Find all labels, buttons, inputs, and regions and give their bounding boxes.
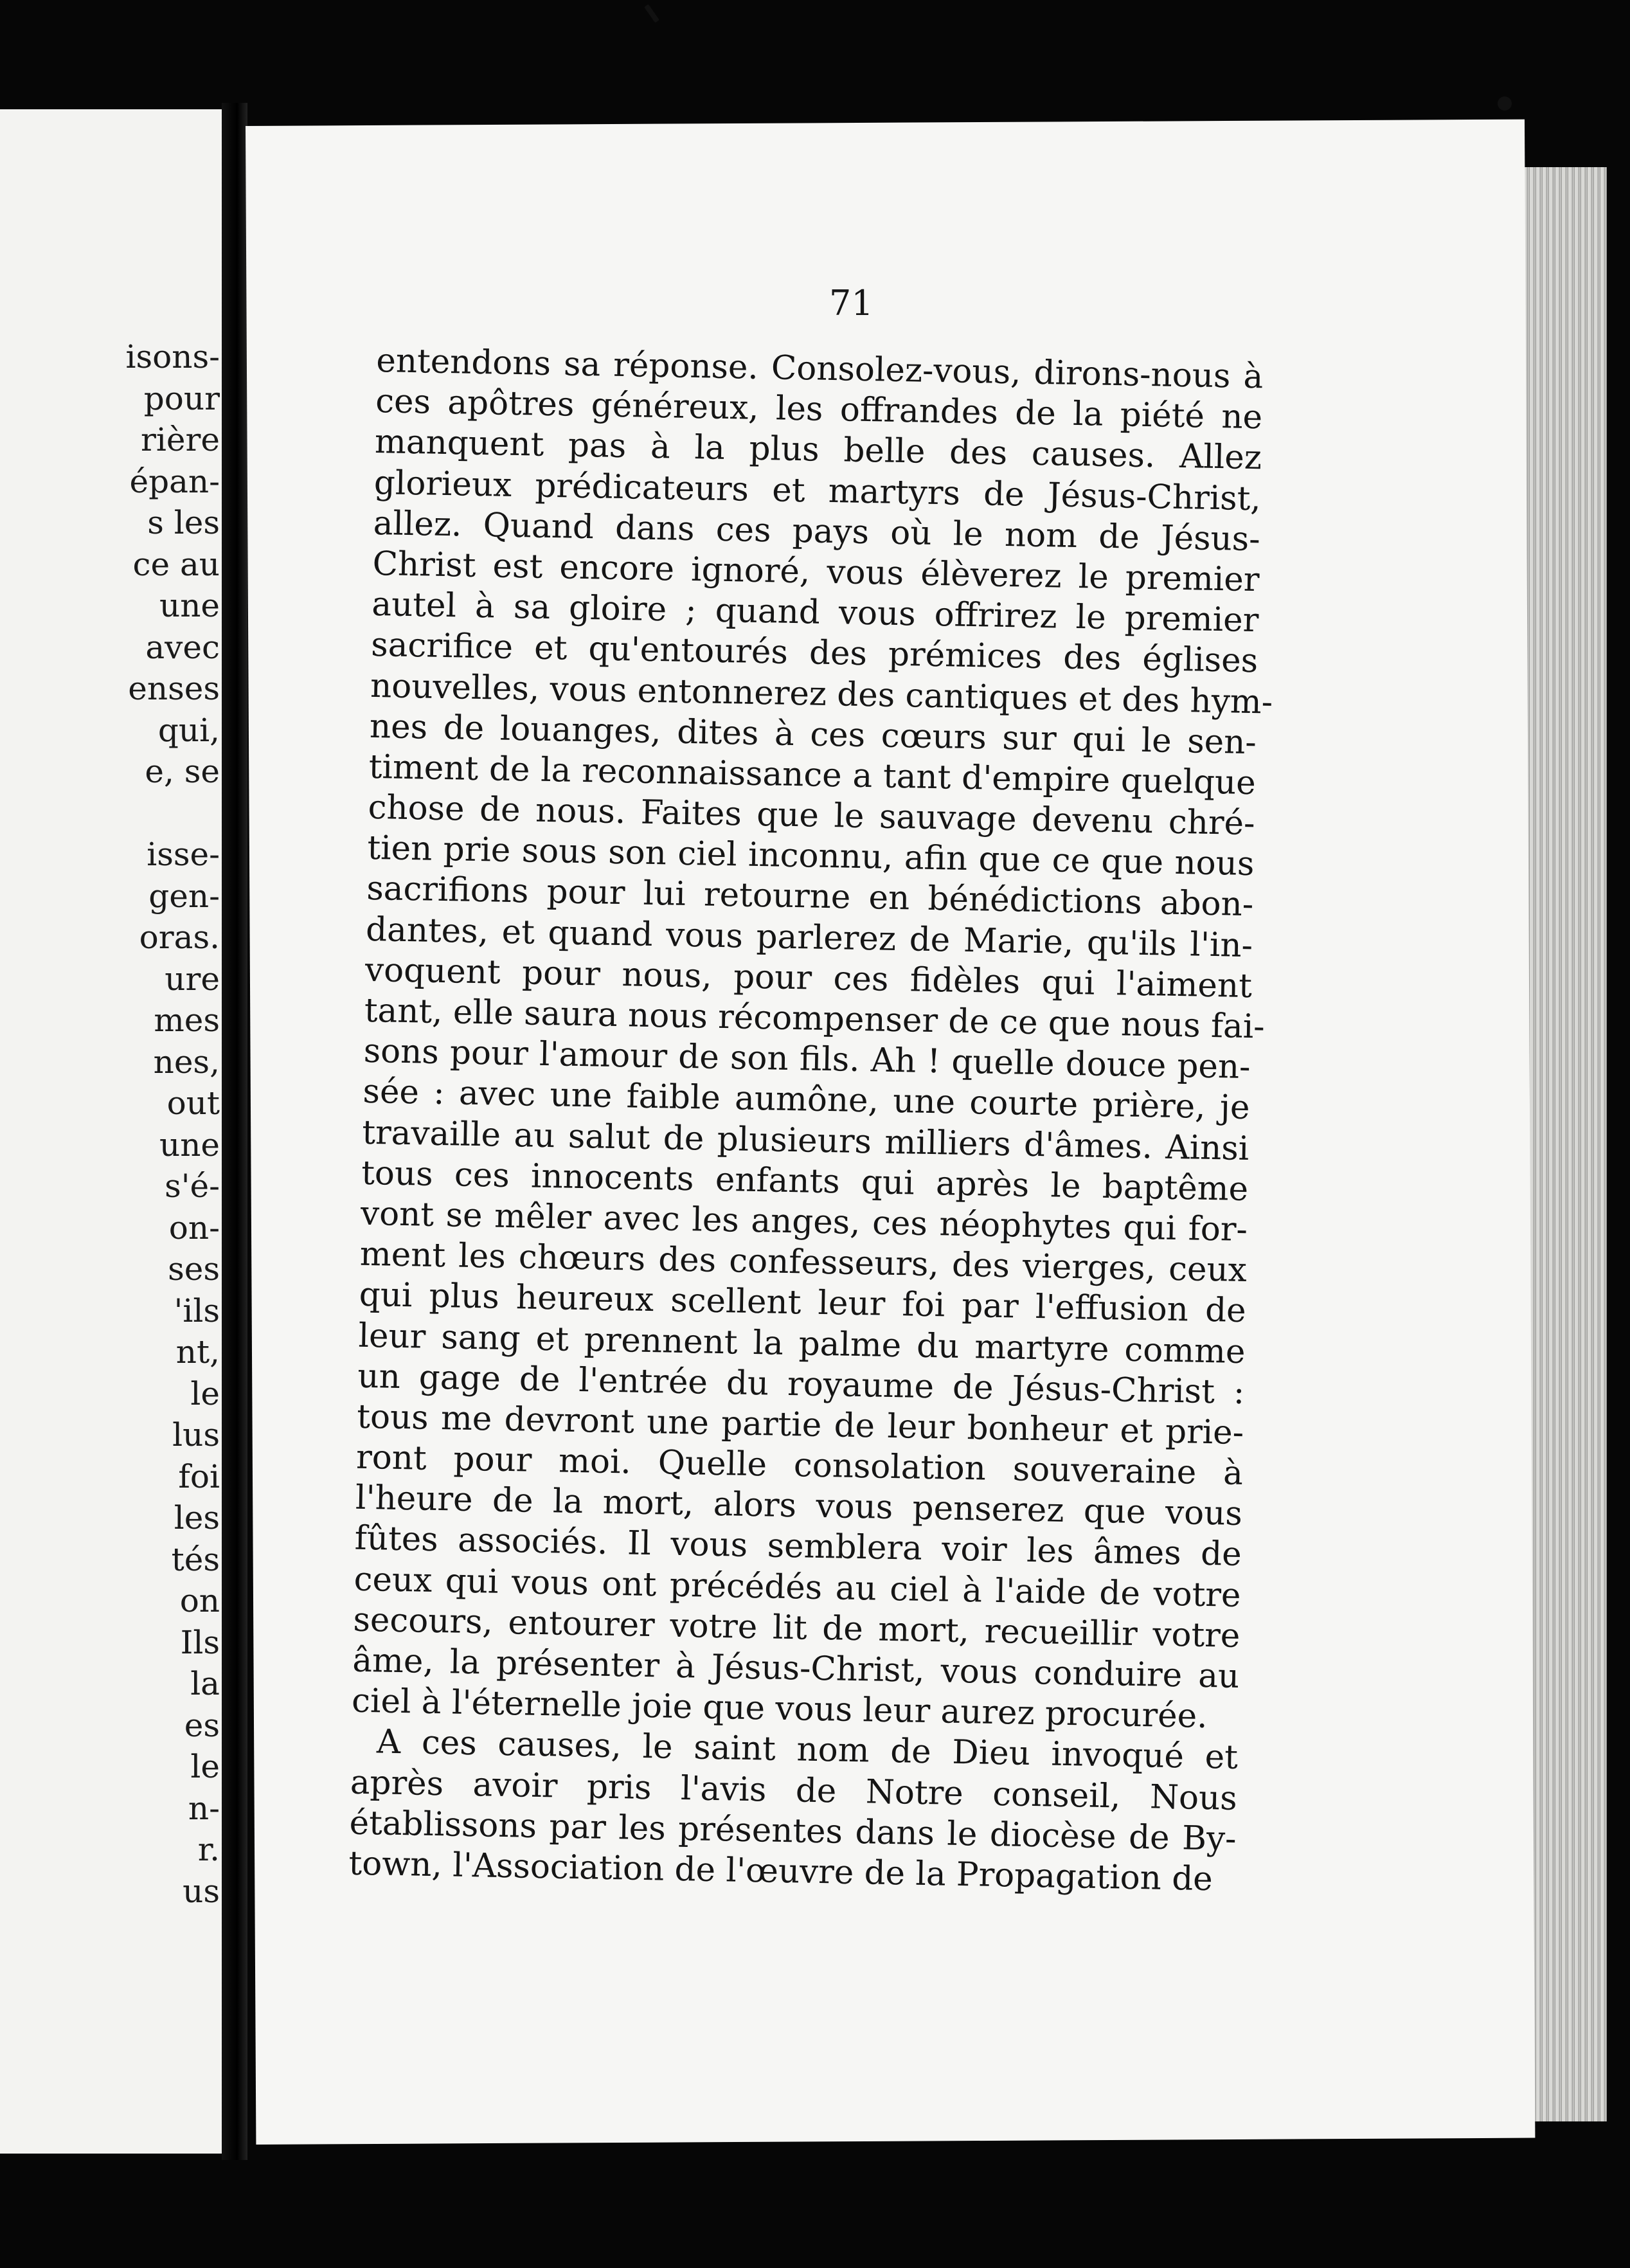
- left-page-fragment: ses: [168, 1250, 220, 1288]
- left-page-fragment: une: [159, 1126, 220, 1164]
- text-line: ciel à l'éternelle joie que vous leur aurez procurée.: [351, 1681, 1208, 1736]
- book-gutter: [222, 103, 247, 2160]
- left-page-fragment: s'é-: [165, 1167, 220, 1205]
- left-page-fragment: r.: [197, 1831, 220, 1868]
- text-line: entendons sa réponse. Consolez-vous, dirons-nous à: [375, 341, 1264, 397]
- body-text: [348, 341, 1273, 1900]
- left-page-fragment: qui,: [157, 711, 220, 749]
- left-page-fragment: épan-: [129, 462, 220, 500]
- text-line: ces apôtres généreux, les offrandes de la piété ne: [375, 382, 1263, 437]
- text-line: sacrifions pour lui retourne en bénédictions abon-: [366, 869, 1254, 924]
- text-line: ceux qui vous ont précédés au ciel à l'aide de votre: [354, 1560, 1242, 1615]
- left-page-fragment: nes,: [153, 1043, 220, 1081]
- text-line: dantes, et quand vous parlerez de Marie, qu'ils l'in-: [365, 910, 1253, 965]
- text-line: A ces causes, le saint nom de Dieu invoqué et: [376, 1722, 1239, 1778]
- left-page-fragment: isse-: [147, 836, 220, 873]
- text-line: après avoir pris l'avis de Notre conseil, Nous: [350, 1763, 1238, 1818]
- left-page-fragment: oras.: [139, 919, 220, 956]
- text-line: tous ces innocents enfants qui après le baptême: [361, 1153, 1249, 1209]
- left-page-fragment: une: [159, 587, 220, 624]
- text-line: fûtes associés. Il vous semblera voir les âmes de: [354, 1519, 1242, 1574]
- text-line: timent de la reconnaissance a tant d'empire quelque: [368, 747, 1257, 803]
- text-line: tant, elle saura nous récompenser de ce que nous fai-: [364, 991, 1266, 1047]
- left-page-fragment: les: [174, 1499, 220, 1536]
- left-page-fragment: s les: [147, 504, 220, 541]
- text-line: chose de nous. Faites que le sauvage devenu chré-: [368, 788, 1256, 843]
- left-page-fragment: Ils: [180, 1623, 220, 1661]
- left-page-fragment: gen-: [148, 877, 220, 915]
- left-page-fragment: avec: [145, 628, 220, 666]
- left-page-fragment: la: [190, 1665, 220, 1702]
- left-page-fragment: tés: [171, 1540, 220, 1578]
- dust-speck: [644, 4, 659, 22]
- left-page-fragment: le: [190, 1748, 220, 1785]
- text-line: ront pour moi. Quelle consolation souveraine à: [355, 1437, 1244, 1493]
- text-line: tous me devront une partie de leur bonheur et prie-: [356, 1397, 1244, 1452]
- text-line: âme, la présenter à Jésus-Christ, vous conduire au: [352, 1641, 1240, 1696]
- dust-speck: [1498, 96, 1512, 111]
- left-page-fragment: le: [190, 1374, 220, 1412]
- text-line: tien prie sous son ciel inconnu, afin que ce que nous: [366, 829, 1255, 884]
- text-line: secours, entourer votre lit de mort, recueillir votre: [352, 1600, 1240, 1655]
- page-number: 71: [829, 283, 873, 323]
- text-line: Christ est encore ignoré, vous élèverez le premier: [372, 544, 1260, 600]
- left-page-fragment: nt,: [175, 1333, 220, 1371]
- left-page-fragment: enses: [128, 670, 220, 707]
- left-page-fragment: pour: [143, 379, 220, 417]
- text-line: l'heure de la mort, alors vous penserez que vous: [355, 1478, 1243, 1534]
- text-line: nes de louanges, dites à ces cœurs sur qui le sen-: [369, 706, 1257, 762]
- text-line: town, l'Association de l'œuvre de la Propagation de: [348, 1844, 1214, 1899]
- left-page-fragment: mes: [154, 1002, 220, 1039]
- text-line: un gage de l'entrée du royaume de Jésus-Christ :: [357, 1356, 1245, 1412]
- text-line: ment les chœurs des confesseurs, des vierges, ceux: [359, 1234, 1248, 1290]
- left-facing-page: [0, 109, 225, 2154]
- left-page-fragment: ure: [165, 960, 220, 998]
- left-page-fragment: us: [183, 1872, 220, 1910]
- left-page-fragment: n-: [188, 1789, 220, 1827]
- text-line: glorieux prédicateurs et martyrs de Jésus-Christ,: [373, 463, 1262, 518]
- left-page-fragment: foi: [178, 1457, 220, 1495]
- left-page-fragment: out: [166, 1084, 220, 1122]
- text-line: vont se mêler avec les anges, ces néophytes qui for-: [360, 1194, 1248, 1249]
- text-line: sons pour l'amour de son fils. Ah ! quelle douce pen-: [363, 1032, 1251, 1087]
- left-page-fragment: on-: [168, 1209, 220, 1246]
- text-line: travaille au salut de plusieurs milliers d'âmes. Ainsi: [361, 1113, 1249, 1168]
- text-line: manquent pas à la plus belle des causes. Allez: [374, 422, 1262, 478]
- left-page-fragment: on: [179, 1582, 220, 1619]
- text-line: leur sang et prennent la palme du martyre comme: [358, 1316, 1246, 1371]
- text-line: sacrifice et qu'entourés des prémices des églises: [370, 626, 1258, 681]
- left-page-fragment: ce au: [132, 545, 220, 583]
- text-line: voquent pour nous, pour ces fidèles qui l'aiment: [364, 950, 1253, 1005]
- left-page-fragment: 'ils: [174, 1292, 220, 1329]
- left-page-fragment: es: [184, 1706, 220, 1744]
- text-line: qui plus heureux scellent leur foi par l'effusion de: [359, 1275, 1247, 1331]
- left-page-fragment: lus: [172, 1416, 220, 1454]
- text-line: allez. Quand dans ces pays où le nom de Jésus-: [373, 503, 1261, 559]
- text-line: nouvelles, vous entonnerez des cantiques et des hym-: [370, 666, 1273, 722]
- left-page-fragment: isons-: [125, 338, 220, 375]
- text-line: sée : avec une faible aumône, une courte prière, je: [363, 1072, 1250, 1128]
- left-page-fragment: e, se: [145, 753, 220, 790]
- left-page-fragment: rière: [141, 421, 220, 458]
- text-line: établissons par les présentes dans le diocèse de By-: [349, 1803, 1237, 1859]
- text-line: autel à sa gloire ; quand vous offrirez le premier: [371, 585, 1259, 640]
